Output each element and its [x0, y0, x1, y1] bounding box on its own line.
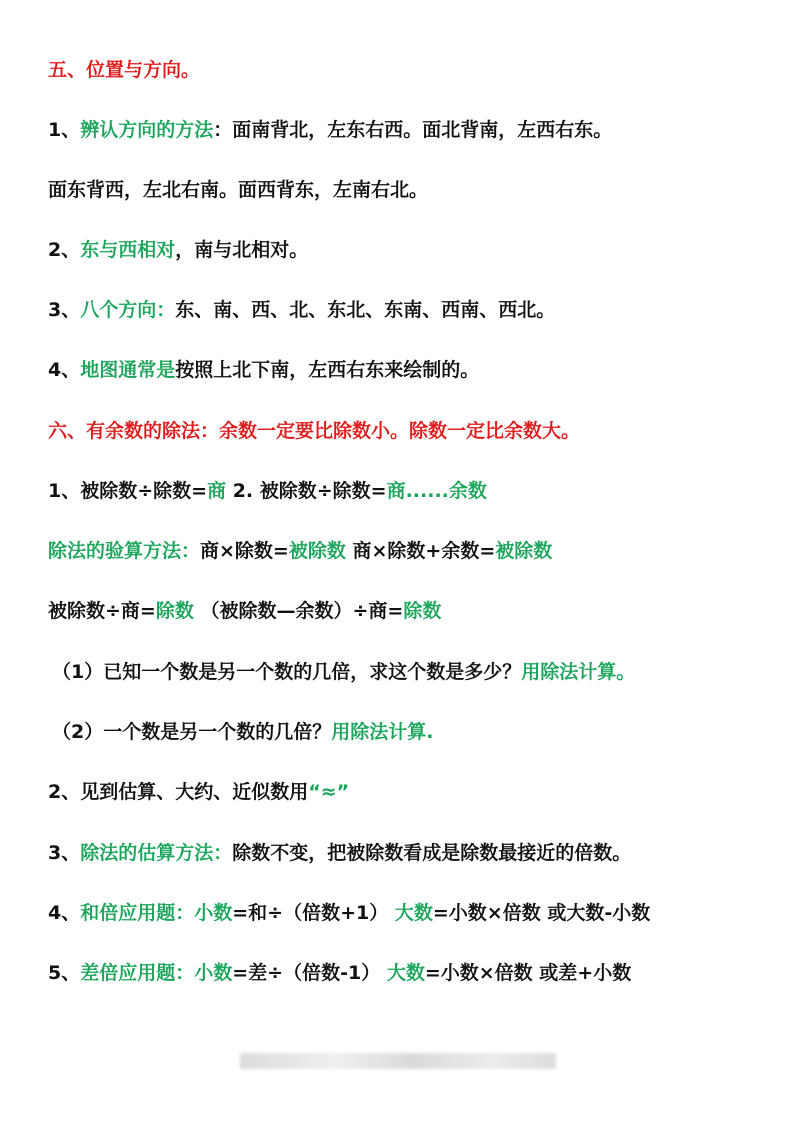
text-segment: 六、有余数的除法：余数一定要比除数小。除数一定比余数大。	[48, 420, 581, 442]
text-segment: 被除数	[495, 540, 553, 562]
text-segment: 五、位置与方向。	[48, 59, 201, 81]
text-segment: 5、	[48, 962, 81, 984]
text-segment: 被除数÷商=	[48, 600, 156, 622]
point-2-estimation-symbol	[48, 779, 349, 805]
text-segment: 2. 被除数÷除数=	[226, 480, 387, 502]
text-segment: 2、见到估算、大约、近似数用	[48, 781, 309, 803]
text-segment: 4、	[48, 359, 81, 381]
sub-point-2	[52, 719, 433, 745]
division-formula-line	[48, 478, 487, 504]
text-segment: 3、	[48, 842, 81, 864]
text-segment: 商×除数=	[200, 540, 289, 562]
text-segment: =和÷（倍数+1）	[232, 902, 395, 924]
text-segment: （2）一个数是另一个数的几倍？	[52, 721, 332, 743]
text-segment: 按照上北下南，左西右东来绘制的。	[175, 359, 480, 381]
text-segment: 商	[207, 480, 227, 502]
text-segment: =差÷（倍数-1）	[232, 962, 387, 984]
point-2-opposite-directions	[48, 237, 308, 263]
text-segment: 用除法计算.	[331, 721, 434, 743]
text-segment: 八个方向：	[80, 299, 176, 321]
text-segment: 东、南、西、北、东北、东南、西南、西北。	[175, 299, 556, 321]
text-segment: “≈”	[308, 781, 350, 803]
text-segment: （1）已知一个数是另一个数的几倍，求这个数是多少？	[52, 661, 522, 683]
text-segment: （被除数—余数）÷商=	[193, 600, 404, 622]
point-1-direction-method	[48, 117, 612, 143]
text-segment: ：面南背北，左东右西。面北背南，左西右东。	[213, 119, 613, 141]
point-4-sum-multiple	[48, 900, 650, 926]
divisor-formula-line	[48, 598, 441, 624]
text-segment: 辨认方向的方法	[80, 119, 214, 141]
text-segment: 4、	[48, 902, 81, 924]
text-segment: 和倍应用题：小数	[80, 902, 233, 924]
text-segment: 差倍应用题：小数	[80, 962, 233, 984]
text-segment: =小数×倍数 或大数-小数	[432, 902, 651, 924]
sub-point-1	[52, 659, 635, 685]
text-segment: 除数	[155, 600, 194, 622]
text-segment: 大数	[394, 902, 433, 924]
point-3-eight-directions	[48, 297, 555, 323]
text-segment: 用除法计算。	[521, 661, 636, 683]
text-segment: =小数×倍数 或差+小数	[424, 962, 632, 984]
point-1-continuation	[48, 177, 428, 203]
text-segment: 被除数	[288, 540, 346, 562]
text-segment: 除法的验算方法：	[48, 540, 201, 562]
text-segment: 商×除数+余数=	[345, 540, 496, 562]
text-segment: 面东背西，左北右南。面西背东，左南右北。	[48, 179, 429, 201]
text-segment: 除数	[403, 600, 442, 622]
text-segment: 1、被除数÷除数=	[48, 480, 208, 502]
text-segment: 东与西相对	[80, 239, 176, 261]
point-4-map-convention	[48, 357, 479, 383]
text-segment: 地图通常是	[80, 359, 176, 381]
text-segment: 除数不变，把被除数看成是除数最接近的倍数。	[232, 842, 632, 864]
division-check-method	[48, 538, 552, 564]
text-segment: 3、	[48, 299, 81, 321]
section-5-heading	[48, 57, 200, 83]
point-5-difference-multiple	[48, 960, 631, 986]
text-segment: ，南与北相对。	[175, 239, 309, 261]
text-segment: 大数	[386, 962, 425, 984]
text-segment: 除法的估算方法：	[80, 842, 233, 864]
text-segment: 商......余数	[386, 480, 487, 502]
point-3-estimation-method	[48, 840, 631, 866]
blurred-watermark	[240, 1053, 556, 1069]
text-segment: 1、	[48, 119, 81, 141]
text-segment: 2、	[48, 239, 81, 261]
section-6-heading	[48, 418, 580, 444]
